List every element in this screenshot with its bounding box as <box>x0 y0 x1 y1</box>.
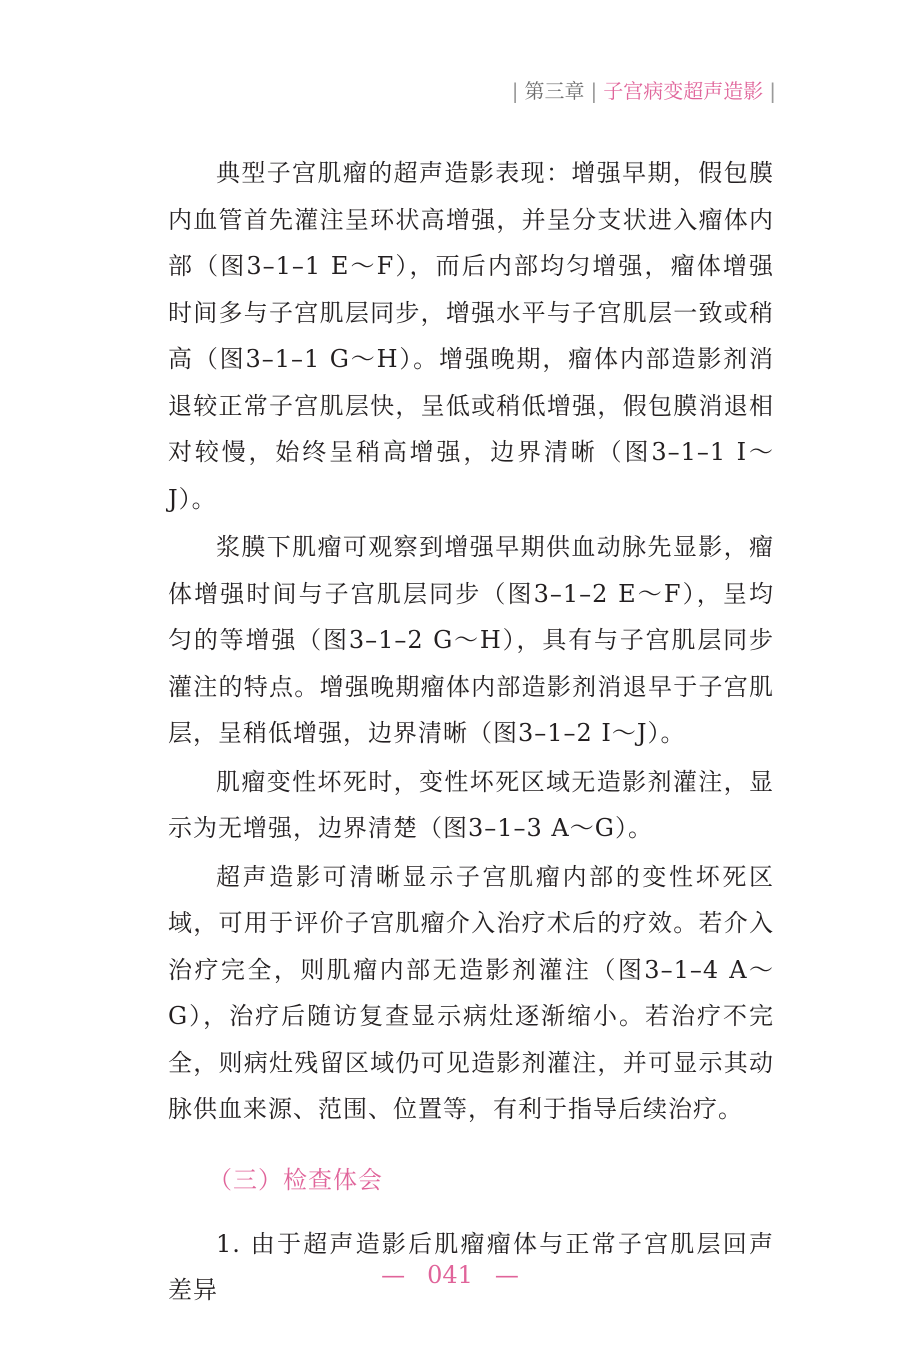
section-title: 子宫病变超声造影 <box>603 79 764 103</box>
footer-dash: — <box>494 1261 519 1289</box>
paragraph: 1. 由于超声造影后肌瘤瘤体与正常子宫肌层回声差异 <box>168 1229 774 1304</box>
paragraph: 超声造影可清晰显示子宫肌瘤内部的变性坏死区域，可用于评价子宫肌瘤介入治疗术后的疗效。若介入治疗完全，则肌瘤内部无造影剂灌注（图3–1–4 A～G），治疗后随访复查显示病灶逐渐缩小。若治疗不完全，则病灶残留区域仍可见造影剂灌注，并可显示其动脉供血来源、范围、位置等，有利于指导后续治疗。 <box>168 862 774 1123</box>
chapter-label: 第三章 <box>524 79 585 103</box>
body-text <box>168 150 774 1316</box>
section-subheading: （三）检查体会 <box>208 1165 383 1194</box>
paragraph: 肌瘤变性坏死时，变性坏死区域无造影剂灌注，显示为无增强，边界清楚（图3–1–3 A～G）。 <box>168 767 774 842</box>
running-header <box>506 76 782 106</box>
page-number-footer <box>0 1260 900 1290</box>
footer-dash: — <box>381 1261 406 1289</box>
header-divider: | <box>769 79 776 103</box>
header-divider: | <box>511 79 519 103</box>
header-divider: | <box>590 79 598 103</box>
paragraph: 典型子宫肌瘤的超声造影表现：增强早期，假包膜内血管首先灌注呈环状高增强，并呈分支状进入瘤体内部（图3–1–1 E～F），而后内部均匀增强，瘤体增强时间多与子宫肌层同步，增强水平与子宫肌层一致或稍高（图3–1–1 G～H）。增强晚期，瘤体内部造影剂消退较正常子宫肌层快，呈低或稍低增强，假包膜消退相对较慢，始终呈稍高增强，边界清晰（图3–1–1 I～J）。 <box>168 159 774 513</box>
paragraph: 浆膜下肌瘤可观察到增强早期供血动脉先显影，瘤体增强时间与子宫肌层同步（图3–1–2 E～F），呈均匀的等增强（图3–1–2 G～H），具有与子宫肌层同步灌注的特点。增强晚期瘤体内部造影剂消退早于子宫肌层，呈稍低增强，边界清晰（图3–1–2 I～J）。 <box>168 533 774 747</box>
page-number: 041 <box>427 1261 473 1289</box>
